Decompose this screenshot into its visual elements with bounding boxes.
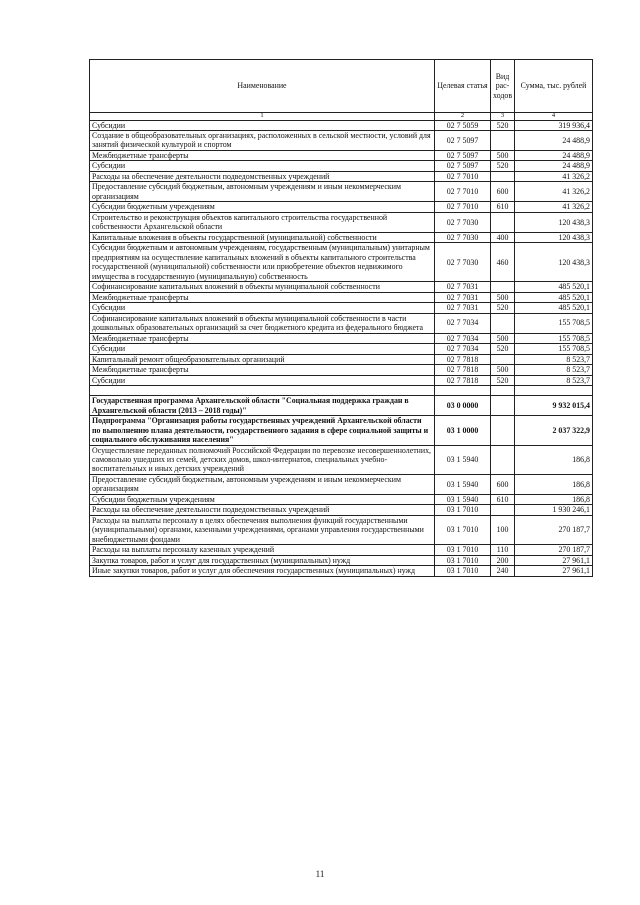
row-name: Иные закупки товаров, работ и услуг для обеспечения государственных (муниципальных) нужд — [90, 566, 435, 576]
table-row — [90, 494, 593, 504]
header-name: Наименование — [90, 60, 435, 113]
row-expense-type — [491, 445, 515, 474]
row-name: Предоставление субсидий бюджетным, автономным учреждениям и иным некоммерческим организациям — [90, 182, 435, 202]
row-sum: 41 326,2 — [515, 202, 593, 212]
row-sum: 485 520,1 — [515, 292, 593, 302]
row-expense-type — [491, 282, 515, 292]
row-name: Субсидии бюджетным и автономным учреждениям, государственным (муниципальным) унитарным предприятиям на осуществление капитальных вложений в объекты капитального строительства государственной (муниципальной) собственности или приобретение объектов недвижимого имущества в государственную (муниципальную) собственность — [90, 243, 435, 282]
row-expense-type: 610 — [491, 202, 515, 212]
row-sum: 120 438,3 — [515, 232, 593, 242]
row-expense-type: 500 — [491, 333, 515, 343]
column-number: 3 — [491, 113, 515, 121]
row-expense-type: 520 — [491, 161, 515, 171]
row-name: Строительство и реконструкция объектов капитального строительства государственной собственности Архангельской области — [90, 212, 435, 232]
row-sum: 186,8 — [515, 445, 593, 474]
row-sum: 2 037 322,9 — [515, 416, 593, 445]
row-expense-type: 520 — [491, 120, 515, 130]
row-name: Субсидии — [90, 344, 435, 354]
row-sum: 41 326,2 — [515, 182, 593, 202]
row-target-article: 02 7 7031 — [435, 292, 491, 302]
row-sum: 8 523,7 — [515, 354, 593, 364]
row-target-article: 02 7 5059 — [435, 120, 491, 130]
row-sum: 186,8 — [515, 494, 593, 504]
row-expense-type — [491, 416, 515, 445]
row-sum: 24 488,9 — [515, 161, 593, 171]
row-expense-type: 110 — [491, 545, 515, 555]
table-row — [90, 545, 593, 555]
table-row — [90, 365, 593, 375]
row-expense-type: 400 — [491, 232, 515, 242]
row-sum: 485 520,1 — [515, 303, 593, 313]
table-row — [90, 375, 593, 385]
row-target-article: 02 7 7010 — [435, 202, 491, 212]
row-expense-type — [491, 396, 515, 416]
row-target-article: 03 1 7010 — [435, 505, 491, 515]
row-sum: 155 708,5 — [515, 344, 593, 354]
header-row — [90, 60, 593, 113]
row-target-article: 02 7 7031 — [435, 282, 491, 292]
row-sum: 155 708,5 — [515, 313, 593, 333]
row-target-article: 02 7 7034 — [435, 344, 491, 354]
table-row — [90, 182, 593, 202]
row-expense-type — [491, 505, 515, 515]
row-name: Государственная программа Архангельской области "Социальная поддержка граждан в Архангельской области (2013 – 2018 годы)" — [90, 396, 435, 416]
row-name: Создание в общеобразовательных организациях, расположенных в сельской местности, условий для занятий физической культурой и спортом — [90, 130, 435, 150]
row-expense-type — [491, 354, 515, 364]
row-expense-type: 520 — [491, 344, 515, 354]
table-row — [90, 416, 593, 445]
row-sum: 41 326,2 — [515, 171, 593, 181]
row-target-article: 03 0 0000 — [435, 396, 491, 416]
table-row — [90, 354, 593, 364]
table-row — [90, 445, 593, 474]
row-target-article: 02 7 7031 — [435, 303, 491, 313]
table-row — [90, 161, 593, 171]
table-row — [90, 130, 593, 150]
row-target-article: 03 1 7010 — [435, 555, 491, 565]
row-sum: 27 961,1 — [515, 566, 593, 576]
row-name: Расходы на выплаты персоналу в целях обеспечения выполнения функций государственными (муниципальными) органами, казенными учреждениями, органами управления государственными внебюджетными фондами — [90, 515, 435, 544]
row-target-article — [435, 386, 491, 396]
row-target-article: 02 7 7030 — [435, 212, 491, 232]
row-name — [90, 386, 435, 396]
row-name: Софинансирование капитальных вложений в объекты муниципальной собственности — [90, 282, 435, 292]
row-sum: 319 936,4 — [515, 120, 593, 130]
table-row — [90, 171, 593, 181]
row-target-article: 03 1 7010 — [435, 545, 491, 555]
row-expense-type: 610 — [491, 494, 515, 504]
table-row — [90, 120, 593, 130]
row-target-article: 02 7 7034 — [435, 333, 491, 343]
row-name: Субсидии — [90, 120, 435, 130]
row-target-article: 03 1 7010 — [435, 515, 491, 544]
row-sum: 270 187,7 — [515, 545, 593, 555]
row-expense-type: 200 — [491, 555, 515, 565]
row-name: Софинансирование капитальных вложений в объекты муниципальной собственности в части дошкольных образовательных организаций за счет бюджетного кредита из федерального бюджета — [90, 313, 435, 333]
row-name: Субсидии — [90, 161, 435, 171]
row-target-article: 03 1 0000 — [435, 416, 491, 445]
row-sum: 120 438,3 — [515, 212, 593, 232]
row-target-article: 02 7 7818 — [435, 375, 491, 385]
table-row — [90, 386, 593, 396]
table-row — [90, 566, 593, 576]
row-expense-type: 100 — [491, 515, 515, 544]
row-sum: 8 523,7 — [515, 375, 593, 385]
row-name: Межбюджетные трансферты — [90, 333, 435, 343]
table-row — [90, 344, 593, 354]
row-sum: 8 523,7 — [515, 365, 593, 375]
row-name: Расходы на выплаты персоналу казенных учреждений — [90, 545, 435, 555]
row-target-article: 03 1 7010 — [435, 566, 491, 576]
table-row — [90, 243, 593, 282]
header-sum: Сумма, тыс. рублей — [515, 60, 593, 113]
row-target-article: 03 1 5940 — [435, 445, 491, 474]
row-expense-type: 520 — [491, 375, 515, 385]
row-expense-type: 240 — [491, 566, 515, 576]
page-number: 11 — [315, 869, 325, 879]
row-sum: 485 520,1 — [515, 282, 593, 292]
row-name: Субсидии бюджетным учреждениям — [90, 202, 435, 212]
budget-table — [89, 59, 593, 577]
row-sum: 9 932 015,4 — [515, 396, 593, 416]
row-name: Субсидии бюджетным учреждениям — [90, 494, 435, 504]
row-target-article: 02 7 7010 — [435, 182, 491, 202]
row-name: Капитальные вложения в объекты государственной (муниципальной) собственности — [90, 232, 435, 242]
row-expense-type — [491, 386, 515, 396]
row-name: Осуществление переданных полномочий Российской Федерации по перевозке несовершеннолетних, самовольно ушедших из семей, детских домов, школ-интернатов, специальных учебно-воспитательных и иных детских учреждений — [90, 445, 435, 474]
row-name: Межбюджетные трансферты — [90, 292, 435, 302]
header-expense-type: Вид рас-ходов — [491, 60, 515, 113]
row-target-article: 02 7 7030 — [435, 243, 491, 282]
row-expense-type: 500 — [491, 150, 515, 160]
table-row — [90, 333, 593, 343]
row-target-article: 02 7 5097 — [435, 130, 491, 150]
row-name: Межбюджетные трансферты — [90, 150, 435, 160]
table-row — [90, 313, 593, 333]
row-expense-type: 600 — [491, 474, 515, 494]
row-target-article: 02 7 7010 — [435, 171, 491, 181]
table-row — [90, 515, 593, 544]
table-row — [90, 150, 593, 160]
table-row — [90, 212, 593, 232]
row-sum: 155 708,5 — [515, 333, 593, 343]
table-row — [90, 282, 593, 292]
row-name: Субсидии — [90, 375, 435, 385]
column-number: 2 — [435, 113, 491, 121]
row-target-article: 02 7 5097 — [435, 161, 491, 171]
row-name: Подпрограмма "Организация работы государственных учреждений Архангельской области по выполнению плана деятельности, государственного задания в сфере социальной защиты и социального обслуживания населения" — [90, 416, 435, 445]
table-row — [90, 202, 593, 212]
row-name: Межбюджетные трансферты — [90, 365, 435, 375]
row-name: Предоставление субсидий бюджетным, автономным учреждениям и иным некоммерческим организациям — [90, 474, 435, 494]
row-name: Расходы на обеспечение деятельности подведомственных учреждений — [90, 505, 435, 515]
column-number-row — [90, 113, 593, 121]
table-body — [90, 120, 593, 576]
row-target-article: 03 1 5940 — [435, 474, 491, 494]
row-target-article: 02 7 7034 — [435, 313, 491, 333]
row-name: Закупка товаров, работ и услуг для государственных (муниципальных) нужд — [90, 555, 435, 565]
row-sum: 270 187,7 — [515, 515, 593, 544]
row-target-article: 02 7 7818 — [435, 365, 491, 375]
table-row — [90, 474, 593, 494]
table-row — [90, 303, 593, 313]
row-sum: 24 488,9 — [515, 130, 593, 150]
table-row — [90, 232, 593, 242]
row-sum: 1 930 246,1 — [515, 505, 593, 515]
column-number: 1 — [90, 113, 435, 121]
row-sum: 186,8 — [515, 474, 593, 494]
row-expense-type: 500 — [491, 292, 515, 302]
row-sum — [515, 386, 593, 396]
row-sum: 120 438,3 — [515, 243, 593, 282]
row-expense-type: 600 — [491, 182, 515, 202]
row-expense-type: 520 — [491, 303, 515, 313]
column-number: 4 — [515, 113, 593, 121]
row-expense-type — [491, 212, 515, 232]
table-row — [90, 396, 593, 416]
row-target-article: 02 7 5097 — [435, 150, 491, 160]
header-target-article: Целевая статья — [435, 60, 491, 113]
row-expense-type: 500 — [491, 365, 515, 375]
table-row — [90, 505, 593, 515]
table-row — [90, 292, 593, 302]
row-target-article: 03 1 5940 — [435, 494, 491, 504]
row-target-article: 02 7 7030 — [435, 232, 491, 242]
row-sum: 27 961,1 — [515, 555, 593, 565]
row-expense-type — [491, 130, 515, 150]
row-sum: 24 488,9 — [515, 150, 593, 160]
row-name: Расходы на обеспечение деятельности подведомственных учреждений — [90, 171, 435, 181]
row-expense-type — [491, 313, 515, 333]
row-target-article: 02 7 7818 — [435, 354, 491, 364]
row-expense-type: 460 — [491, 243, 515, 282]
row-name: Субсидии — [90, 303, 435, 313]
row-expense-type — [491, 171, 515, 181]
row-name: Капитальный ремонт общеобразовательных организаций — [90, 354, 435, 364]
table-row — [90, 555, 593, 565]
